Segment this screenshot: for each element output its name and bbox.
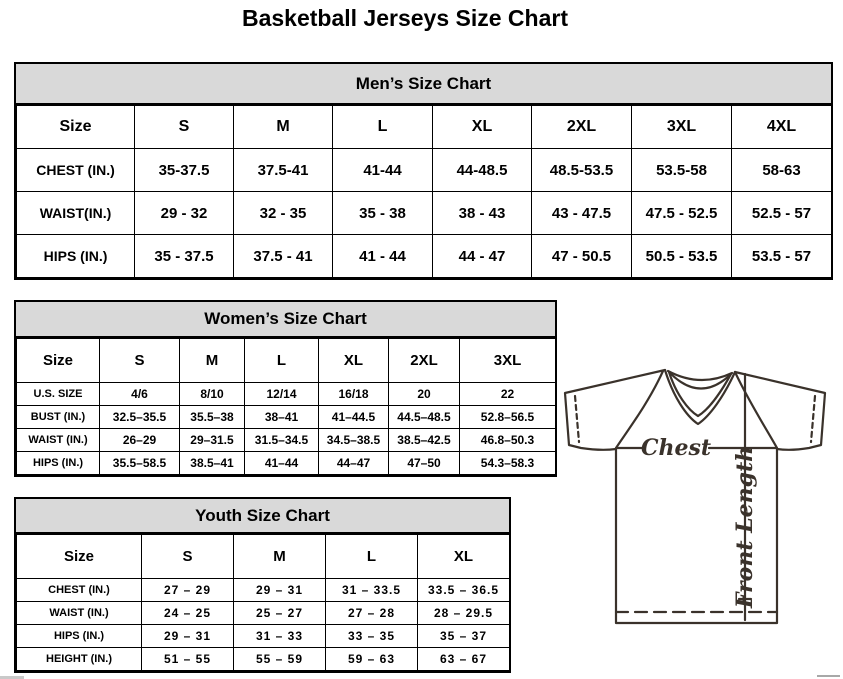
size-value-cell: 4/6 [100,383,180,406]
size-value-cell: 20 [389,383,460,406]
size-value-cell: 28 – 29.5 [418,602,510,625]
size-value-cell: 31 – 33.5 [326,579,418,602]
size-value-cell: 38.5–42.5 [389,429,460,452]
jersey-right-cuff-dashed-line [811,396,815,442]
size-value-cell: 58-63 [732,149,832,192]
mens-size-table [16,105,832,278]
size-header-row [17,535,510,579]
size-value-cell: 37.5-41 [234,149,333,192]
size-value-cell: 55 – 59 [234,648,326,671]
size-value-cell: 47.5 - 52.5 [632,192,732,235]
size-value-cell: 38.5–41 [180,452,245,475]
size-header-l: L [326,535,418,579]
size-value-cell: 54.3–58.3 [460,452,556,475]
size-value-cell: 24 – 25 [142,602,234,625]
size-value-cell: 63 – 67 [418,648,510,671]
size-value-cell: 32 - 35 [234,192,333,235]
size-value-cell: 44 - 47 [433,235,532,278]
youth-size-chart-section [14,497,511,673]
size-value-cell: 35.5–58.5 [100,452,180,475]
table-row [17,429,556,452]
jersey-left-cuff-dashed-line [575,396,579,442]
size-value-cell: 35-37.5 [135,149,234,192]
row-label: WAIST(IN.) [17,192,135,235]
size-value-cell: 33.5 – 36.5 [418,579,510,602]
size-value-cell: 29 – 31 [234,579,326,602]
size-header-l: L [333,106,433,149]
size-value-cell: 32.5–35.5 [100,406,180,429]
size-header-xl: XL [418,535,510,579]
row-label: CHEST (IN.) [17,579,142,602]
womens-size-table [16,338,556,475]
size-value-cell: 12/14 [245,383,319,406]
size-header-m: M [234,106,333,149]
table-row [17,149,832,192]
size-value-cell: 8/10 [180,383,245,406]
jersey-diagram-svg [556,362,840,632]
size-value-cell: 35.5–38 [180,406,245,429]
table-row [17,625,510,648]
row-label: WAIST (IN.) [17,602,142,625]
row-label: CHEST (IN.) [17,149,135,192]
size-value-cell: 41–44 [245,452,319,475]
size-value-cell: 35 - 37.5 [135,235,234,278]
size-value-cell: 31.5–34.5 [245,429,319,452]
jersey-diagram [556,362,840,632]
horizontal-scrollbar-fragment-right[interactable] [817,675,840,677]
size-value-cell: 35 – 37 [418,625,510,648]
size-value-cell: 47–50 [389,452,460,475]
size-value-cell: 38 - 43 [433,192,532,235]
table-row [17,602,510,625]
size-header-xl: XL [319,339,389,383]
row-label: HEIGHT (IN.) [17,648,142,671]
size-value-cell: 33 – 35 [326,625,418,648]
size-value-cell: 44.5–48.5 [389,406,460,429]
size-value-cell: 44–47 [319,452,389,475]
table-row [17,192,832,235]
size-value-cell: 47 - 50.5 [532,235,632,278]
table-row [17,406,556,429]
size-value-cell: 48.5-53.5 [532,149,632,192]
table-row [17,235,832,278]
size-column-header: Size [17,535,142,579]
size-column-header: Size [17,339,100,383]
youth-size-table [16,534,510,671]
size-value-cell: 44-48.5 [433,149,532,192]
size-value-cell: 29 - 32 [135,192,234,235]
size-column-header: Size [17,106,135,149]
size-value-cell: 41-44 [333,149,433,192]
size-header-m: M [180,339,245,383]
size-value-cell: 51 – 55 [142,648,234,671]
size-value-cell: 59 – 63 [326,648,418,671]
size-value-cell: 29–31.5 [180,429,245,452]
size-value-cell: 41–44.5 [319,406,389,429]
row-label: WAIST (IN.) [17,429,100,452]
jersey-right-armhole-seam [735,372,777,448]
row-label: HIPS (IN.) [17,625,142,648]
size-header-s: S [142,535,234,579]
row-label: U.S. SIZE [17,383,100,406]
row-label: HIPS (IN.) [17,452,100,475]
size-value-cell: 50.5 - 53.5 [632,235,732,278]
size-header-s: S [100,339,180,383]
youth-chart-title: Youth Size Chart [16,499,509,534]
size-value-cell: 35 - 38 [333,192,433,235]
size-header-4xl: 4XL [732,106,832,149]
table-row [17,579,510,602]
size-value-cell: 34.5–38.5 [319,429,389,452]
row-label: HIPS (IN.) [17,235,135,278]
size-header-s: S [135,106,234,149]
row-label: BUST (IN.) [17,406,100,429]
size-value-cell: 53.5-58 [632,149,732,192]
page-title: Basketball Jerseys Size Chart [241,5,568,31]
front-length-label: Front Length [732,445,758,609]
size-value-cell: 27 – 29 [142,579,234,602]
jersey-right-sleeve [735,372,825,450]
jersey-collar-inner-v [669,372,731,416]
size-header-row [17,339,556,383]
table-row [17,648,510,671]
womens-size-chart-section [14,300,557,477]
size-value-cell: 38–41 [245,406,319,429]
size-header-m: M [234,535,326,579]
size-header-3xl: 3XL [460,339,556,383]
size-value-cell: 52.5 - 57 [732,192,832,235]
size-value-cell: 43 - 47.5 [532,192,632,235]
size-value-cell: 16/18 [319,383,389,406]
size-value-cell: 22 [460,383,556,406]
table-row [17,452,556,475]
size-header-2xl: 2XL [389,339,460,383]
womens-chart-title: Women’s Size Chart [16,302,555,338]
size-header-3xl: 3XL [632,106,732,149]
size-value-cell: 31 – 33 [234,625,326,648]
size-value-cell: 52.8–56.5 [460,406,556,429]
table-row [17,383,556,406]
size-header-l: L [245,339,319,383]
mens-chart-title: Men’s Size Chart [16,64,831,105]
mens-size-chart-section [14,62,833,280]
size-value-cell: 37.5 - 41 [234,235,333,278]
size-value-cell: 25 – 27 [234,602,326,625]
size-value-cell: 27 – 28 [326,602,418,625]
size-value-cell: 41 - 44 [333,235,433,278]
size-value-cell: 46.8–50.3 [460,429,556,452]
chest-label: Chest [640,435,712,461]
size-header-2xl: 2XL [532,106,632,149]
size-header-xl: XL [433,106,532,149]
size-header-row [17,106,832,149]
size-value-cell: 29 – 31 [142,625,234,648]
size-value-cell: 53.5 - 57 [732,235,832,278]
size-value-cell: 26–29 [100,429,180,452]
